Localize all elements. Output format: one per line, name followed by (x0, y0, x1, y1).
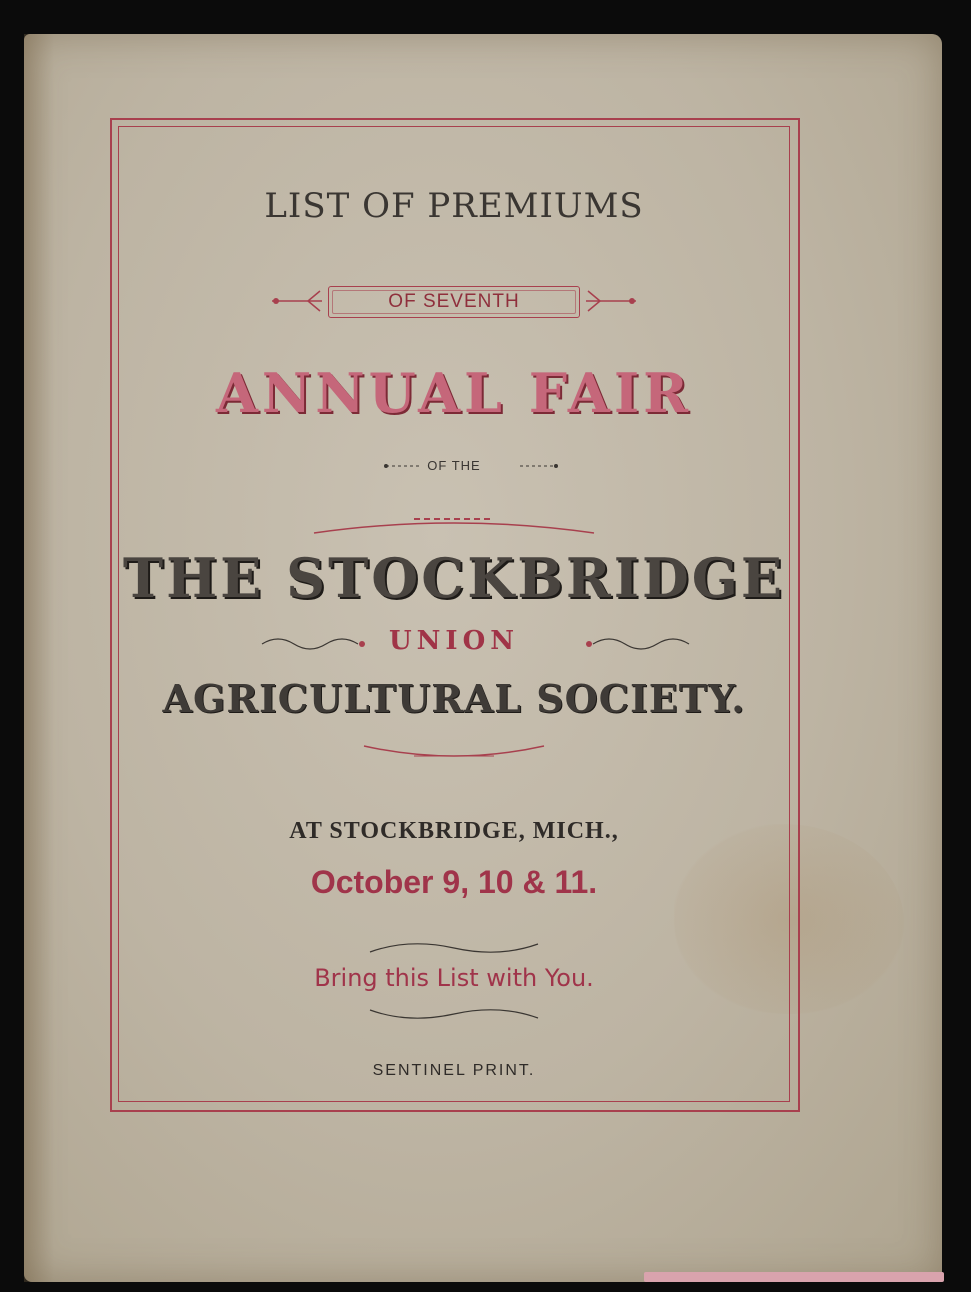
location-line: AT STOCKBRIDGE, MICH., (289, 818, 619, 844)
label-of-seventh: OF SEVENTH (328, 286, 580, 318)
cover-content (118, 126, 790, 1102)
flourish-left-icon (268, 288, 324, 314)
reminder-text: Bring this List with You. (314, 964, 594, 992)
flourish-top-icon (364, 938, 544, 958)
printer-imprint: SENTINEL PRINT. (372, 1062, 536, 1079)
heading-annual-fair: ANNUAL FAIR (216, 361, 692, 425)
swash-rule-bottom-icon (354, 738, 554, 768)
fair-dates: October 9, 10 & 11. (310, 864, 598, 900)
swash-rule-top-icon (304, 511, 604, 541)
flourish-bottom-icon (364, 1004, 544, 1024)
heading-agricultural-society: AGRICULTURAL SOCIETY. (162, 676, 746, 721)
heading-list-of-premiums: LIST OF PREMIUMS (264, 186, 644, 226)
flourish-right-icon (584, 288, 640, 314)
dash-ornament-right-icon (518, 461, 558, 471)
scroll-ornament-right-icon (583, 634, 693, 654)
heading-union: UNION (388, 626, 519, 656)
label-of-the: OF THE (427, 458, 481, 473)
inner-page-edge (644, 1272, 944, 1282)
heading-the-stockbridge: THE STOCKBRIDGE (122, 546, 786, 610)
